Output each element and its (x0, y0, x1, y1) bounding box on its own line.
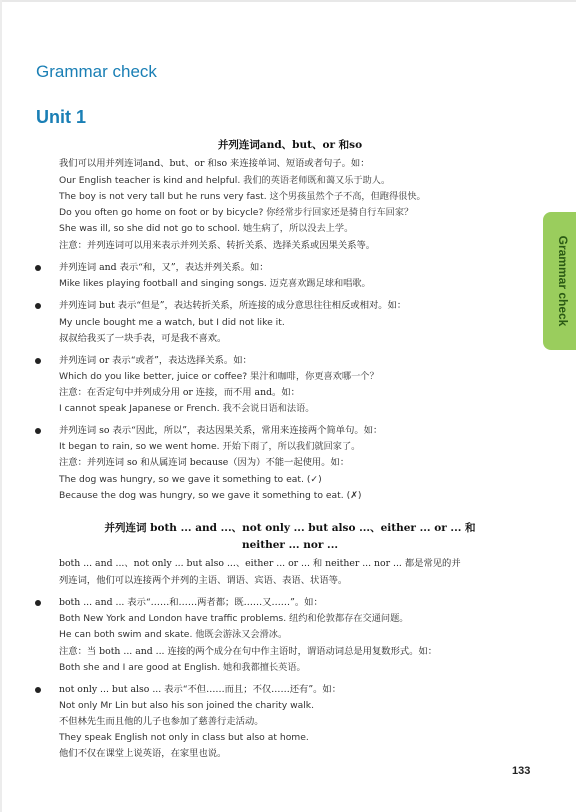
section-title: Grammar check (36, 62, 157, 81)
side-tab-grammar-check[interactable] (543, 212, 576, 350)
text-line: not only ... but also ... 表示“不但……而且；不仅……还有”。如： (59, 684, 342, 695)
text-line: 注意：在否定句中并列成分用 or 连接，而不用 and。如： (59, 387, 300, 398)
unit-title: Unit 1 (36, 107, 87, 127)
text-line: I cannot speak Japanese or French. 我不会说日语和法语。 (59, 403, 315, 414)
text-line: 列连词，他们可以连接两个并列的主语、谓语、宾语、表语、状语等。 (59, 575, 348, 586)
page-left-edge (0, 0, 2, 812)
text-line: 并列连词 or 表示“或者”，表达选择关系。如： (59, 355, 252, 366)
text-line: It began to rain, so we went home. 开始下雨了，所以我们就回家了。 (59, 441, 361, 452)
bullet-dot (35, 265, 41, 271)
text-line: Mike likes playing football and singing songs. 迈克喜欢踢足球和唱歌。 (59, 278, 371, 289)
text-line: 注意：并列连词 so 和从属连词 because（因为）不能一起使用。如： (59, 457, 350, 468)
heading-correlative-conjunctions-cont: neither ... nor ... (241, 539, 339, 551)
heading-correlative-conjunctions: 并列连词 both ... and ...、not only ... but also ...、either ... or ... 和 (104, 522, 476, 534)
text-line: 不但林先生而且他的儿子也参加了慈善行走活动。 (59, 716, 264, 727)
text-line: 注意：当 both ... and ... 连接的两个成分在句中作主语时，谓语动词总是用复数形式。如： (59, 646, 438, 657)
bullet-dot (35, 303, 41, 309)
page-top-edge (0, 0, 576, 2)
text-line: Not only Mr Lin but also his son joined the charity walk. (59, 700, 315, 711)
text-line: 并列连词 but 表示“但是”，表达转折关系，所连接的成分意思往往相反或相对。如： (59, 300, 407, 311)
bullet-dot (35, 687, 41, 693)
text-line: 叔叔给我买了一块手表，可是我不喜欢。 (59, 333, 227, 344)
text-line: He can both swim and skate. 他既会游泳又会滑冰。 (59, 629, 288, 640)
text-line: 我们可以用并列连词and、but、or 和so 来连接单词、短语或者句子。如： (59, 158, 370, 169)
text-line: both ... and ...、not only ... but also ...、either ... or ... 和 neither ... nor ... 都是常见的并 (59, 558, 461, 569)
text-line: Because the dog was hungry, so we gave it something to eat. (✗) (59, 490, 362, 501)
text-line: They speak English not only in class but also at home. (59, 732, 309, 743)
heading-coordinating-conjunctions: 并列连词and、but、or 和so (217, 139, 363, 151)
page-number: 133 (512, 765, 531, 777)
text-line: The boy is not very tall but he runs very fast. 这个男孩虽然个子不高，但跑得很快。 (59, 191, 426, 202)
text-line: Both New York and London have traffic problems. 纽约和伦敦都存在交通问题。 (59, 613, 409, 624)
bullet-dot (35, 428, 41, 434)
text-line: Do you often go home on foot or by bicycle? 你经常步行回家还是骑自行车回家？ (59, 207, 414, 218)
text-line: The dog was hungry, so we gave it something to eat. (✓) (59, 474, 322, 485)
text-line: 并列连词 so 表示“因此，所以”，表达因果关系，常用来连接两个简单句。如： (59, 425, 383, 436)
text-line: 并列连词 and 表示“和，又”，表达并列关系。如： (59, 262, 269, 273)
bullet-dot (35, 600, 41, 606)
text-line: 注意：并列连词可以用来表示并列关系、转折关系、选择关系或因果关系等。 (59, 240, 376, 251)
text-line: My uncle bought me a watch, but I did not like it. (59, 317, 285, 328)
text-line: Both she and I are good at English. 她和我都擅长英语。 (59, 662, 306, 673)
bullet-dot (35, 358, 41, 364)
text-line: Which do you like better, juice or coffee? 果汁和咖啡，你更喜欢哪一个？ (59, 371, 379, 382)
text-line: She was ill, so she did not go to school. 她生病了，所以没去上学。 (59, 223, 354, 234)
text-line: Our English teacher is kind and helpful. 我们的英语老师既和蔼又乐于助人。 (59, 175, 391, 186)
side-tab-label: Grammar check (556, 235, 570, 327)
text-line: 他们不仅在课堂上说英语，在家里也说。 (59, 748, 227, 759)
text-line: both ... and ... 表示“……和……两者都；既……又……”。如： (59, 597, 323, 608)
